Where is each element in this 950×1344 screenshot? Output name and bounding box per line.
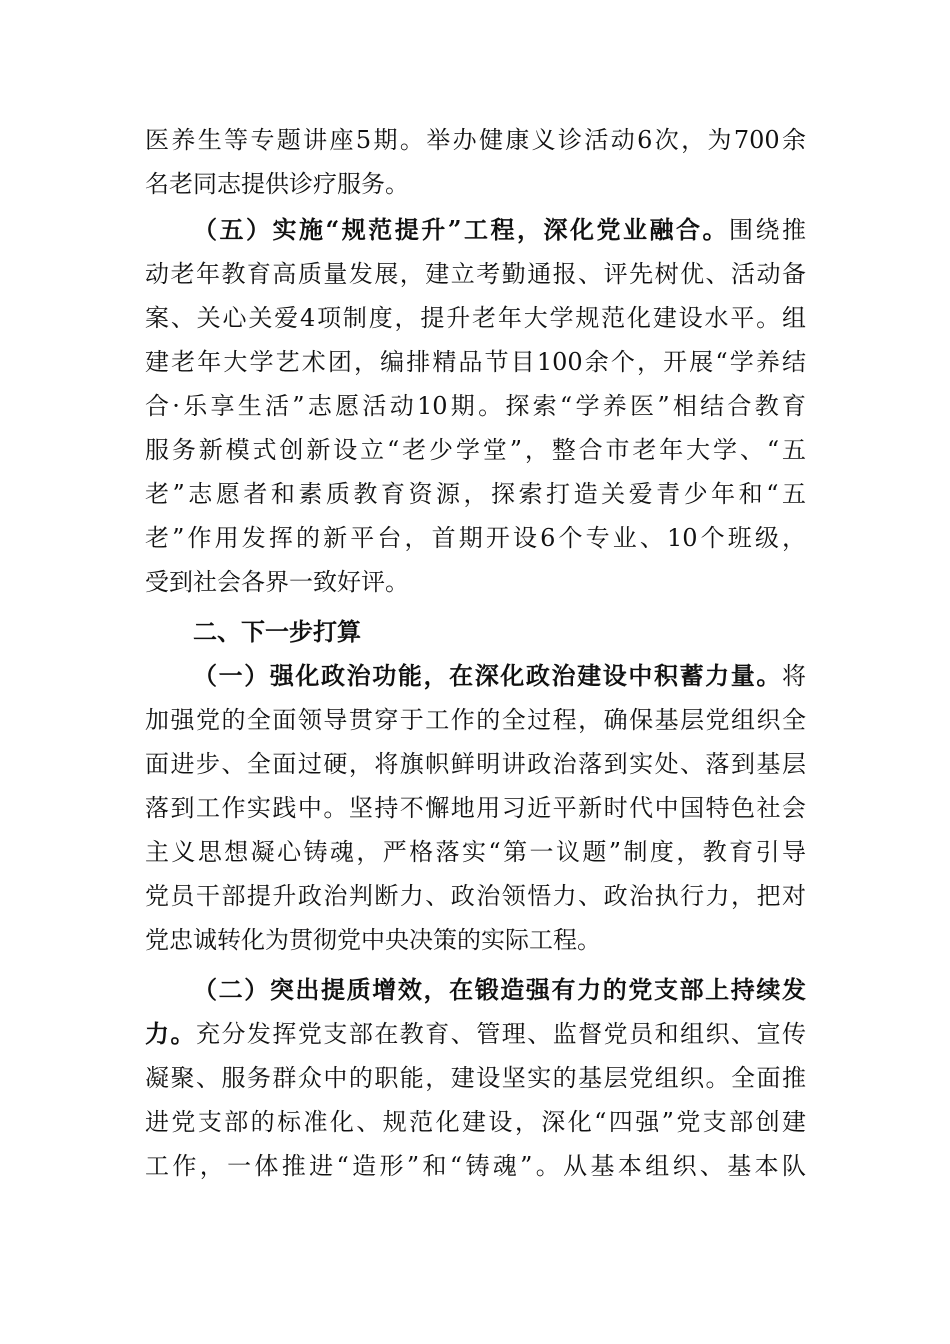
paragraph-lead-line: （二）突出提质增效，在锻造强有力的党支部上持续发 bbox=[193, 975, 806, 1004]
text-line: 受到社会各界一致好评。 bbox=[145, 568, 409, 596]
paragraph-lead: （五）实施“规范提升”工程，深化党业融合。 bbox=[193, 215, 730, 244]
text-line: 面进步、全面过硬，将旗帜鲜明讲政治落到实处、落到基层 bbox=[145, 750, 806, 778]
text-line: 建老年大学艺术团，编排精品节目100余个，开展“学养结 bbox=[145, 348, 806, 376]
text: 将 bbox=[782, 662, 806, 690]
text-line: 老”志愿者和素质教育资源，探索打造关爱青少年和“五 bbox=[145, 480, 806, 508]
text-line: 动老年教育高质量发展，建立考勤通报、评先树优、活动备 bbox=[145, 260, 806, 288]
text-line: 工作，一体推进“造形”和“铸魂”。从基本组织、基本队 bbox=[145, 1152, 806, 1180]
text-line: 凝聚、服务群众中的职能，建设坚实的基层党组织。全面推 bbox=[145, 1064, 806, 1092]
text-line: 落到工作实践中。坚持不懈地用习近平新时代中国特色社会 bbox=[145, 794, 806, 822]
paragraph-lead: （一）强化政治功能，在深化政治建设中积蓄力量。 bbox=[193, 661, 782, 690]
text-line: 老”作用发挥的新平台，首期开设6个专业、10个班级， bbox=[145, 524, 806, 552]
text-line: 加强党的全面领导贯穿于工作的全过程，确保基层党组织全 bbox=[145, 706, 806, 734]
text-line: 医养生等专题讲座5期。举办健康义诊活动6次，为700余 bbox=[145, 126, 806, 154]
text-line: 进党支部的标准化、规范化建设，深化“四强”党支部创建 bbox=[145, 1108, 806, 1136]
text: 围绕推 bbox=[729, 216, 807, 244]
text-line: 案、关心关爱4项制度，提升老年大学规范化建设水平。组 bbox=[145, 304, 806, 332]
paragraph-lead-line bbox=[193, 661, 806, 691]
text-line: 党员干部提升政治判断力、政治领悟力、政治执行力，把对 bbox=[145, 882, 806, 910]
section-heading: 二、下一步打算 bbox=[193, 618, 361, 646]
text-line bbox=[145, 1019, 806, 1049]
text-line: 合·乐享生活”志愿活动10期。探索“学养医”相结合教育 bbox=[145, 392, 806, 420]
text-line: 主义思想凝心铸魂，严格落实“第一议题”制度，教育引导 bbox=[145, 838, 806, 866]
paragraph-lead: 力。 bbox=[145, 1019, 196, 1048]
paragraph-lead-line bbox=[193, 215, 806, 245]
text-line: 名老同志提供诊疗服务。 bbox=[145, 170, 409, 198]
text: 充分发挥党支部在教育、管理、监督党员和组织、宣传 bbox=[195, 1020, 807, 1048]
text-line: 服务新模式创新设立“老少学堂”，整合市老年大学、“五 bbox=[145, 436, 806, 464]
text-line: 党忠诚转化为贯彻党中央决策的实际工程。 bbox=[145, 926, 601, 954]
